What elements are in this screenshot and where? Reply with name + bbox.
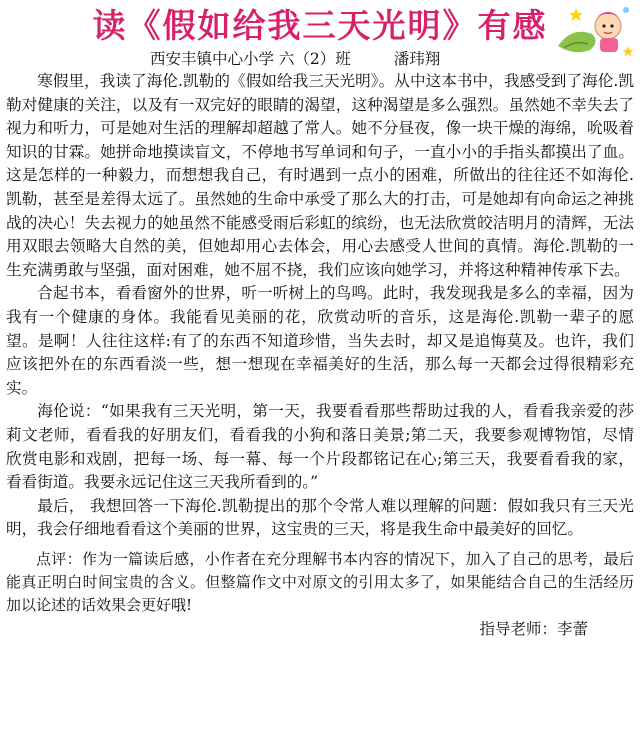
author-name: 潘玮翔 <box>393 50 441 68</box>
school-class: 西安丰镇中心小学 六（2）班 <box>150 50 351 68</box>
byline <box>150 47 440 71</box>
paragraph: 合起书本，看看窗外的世界，听一听树上的鸟鸣。此时，我发现我是多么的幸福，因为我有一个健康的身体。我能看见美丽的花，欣赏动听的音乐，这是海伦.凯勒一辈子的愿望。是啊！人往往这样:有了的东西不知道珍惜，当失去时，却又是追悔莫及。也许，我们应该把外在的东西看淡一些，想一想现在幸福美好的生活，那么每一天都会过得很精彩充实。 <box>6 284 634 397</box>
page-title: 读《假如给我三天光明》有感 <box>92 6 548 45</box>
cartoon-kid-icon <box>554 0 636 70</box>
paragraph: 最后， 我想回答一下海伦.凯勒提出的那个令常人难以理解的问题：假如我只有三天光明，我会仔细地看看这个美丽的世界，这宝贵的三天，将是我生命中最美好的回忆。 <box>6 496 634 539</box>
paragraph: 海伦说：“如果我有三天光明，第一天，我要看看那些帮助过我的人，看看我亲爱的莎莉文老师，看看我的好朋友们，看看我的小狗和落日美景;第二天，我要参观博物馆，尽情欣赏电影和戏剧，把每一场、每一幕、每一个片段都铭记在心;第三天，我要看看我的家，看看街道。我要永远记住这三天我所看到的。” <box>6 402 634 492</box>
article-body <box>6 70 634 641</box>
instructor-name: 指导老师：李蕾 <box>479 619 588 638</box>
paragraph: 寒假里，我读了海伦.凯勒的《假如给我三天光明》。从中这本书中，我感受到了海伦.凯勒对健康的关注，以及有一双完好的眼睛的渴望，这种渴望是多么强烈。虽然她不幸失去了视力和听力，可是她对生活的理解却超越了常人。她不分昼夜，像一块干燥的海绵，吮吸着知识的甘霖。她拼命地摸读盲文，不停地书写单词和句子，一直小小的手指头都摸出了血。这是怎样的一种毅力，而想想我自己，有时遇到一点小的困难，所做出的往往还不如海伦.凯勒，甚至是差得太远了。虽然她的生命中承受了那么大的打击，可是她却有向命运之神挑战的决心！失去视力的她虽然不能感受雨后彩虹的缤纷，也无法欣赏皎洁明月的清辉，无法用双眼去领略大自然的美，但她却用心去体会，用心去感受人世间的真情。海伦.凯勒的一生充满勇敢与坚强，面对困难，她不屈不挠，我们应该向她学习，并将这种精神传承下去。 <box>6 72 634 279</box>
teacher-comment: 点评：作为一篇读后感，小作者在充分理解书本内容的情况下，加入了自己的思考，最后能真正明白时间宝贵的含义。但整篇作文中对原文的引用太多了，如果能结合自己的生活经历加以论述的话效果会更好哦! <box>6 549 634 614</box>
